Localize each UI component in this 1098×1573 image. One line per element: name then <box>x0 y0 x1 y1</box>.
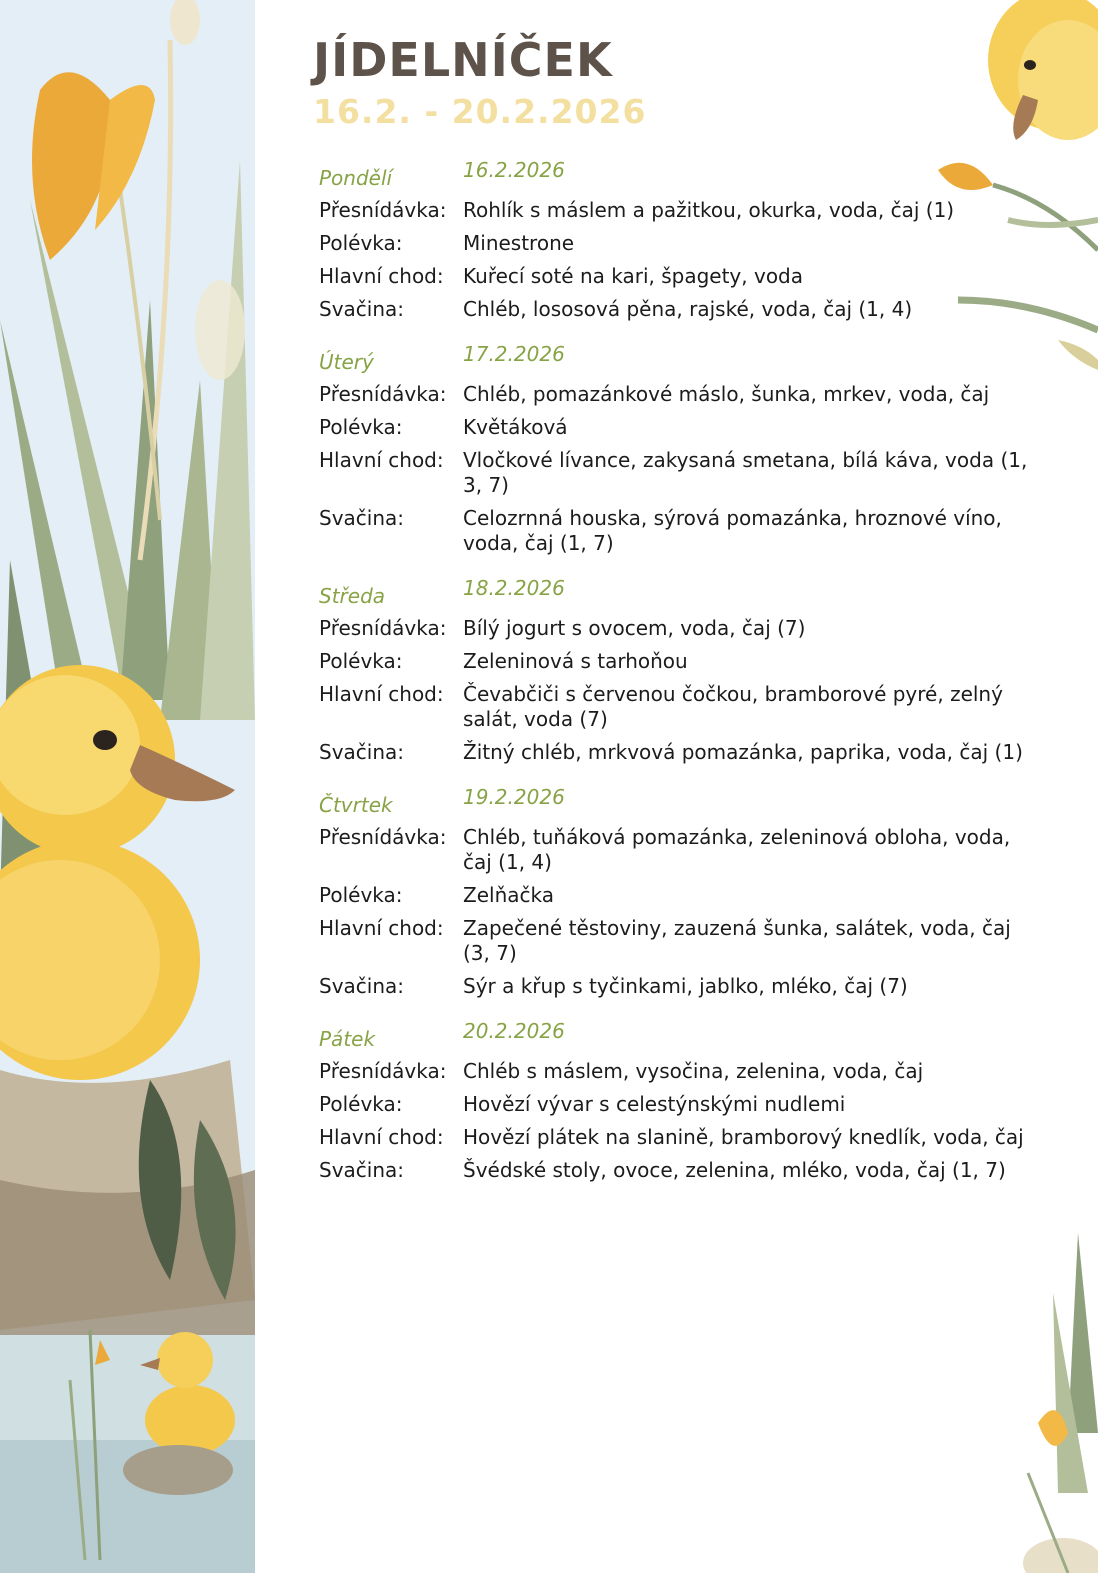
meal-label: Přesnídávka: <box>319 1059 447 1083</box>
meal-label: Svačina: <box>319 740 405 764</box>
meal-value: Žitný chléb, mrkvová pomazánka, paprika, voda, čaj (1) <box>463 740 1023 764</box>
meal-value: Chléb, tuňáková pomazánka, zeleninová obloha, voda, čaj (1, 4) <box>463 825 1011 874</box>
day-section-thursday <box>313 785 1053 999</box>
meal-row <box>319 297 1053 322</box>
meal-label: Polévka: <box>319 649 403 673</box>
meal-label: Přesnídávka: <box>319 198 447 222</box>
meal-value: Celozrnná houska, sýrová pomazánka, hroznové víno, voda, čaj (1, 7) <box>463 506 1002 555</box>
left-duck-illustration <box>0 0 255 1573</box>
meal-label: Přesnídávka: <box>319 382 447 406</box>
menu-content <box>313 30 1053 1203</box>
meal-label: Svačina: <box>319 506 405 530</box>
meal-row <box>319 1059 1053 1084</box>
day-name: Středa <box>319 584 386 608</box>
meal-value: Rohlík s máslem a pažitkou, okurka, voda, čaj (1) <box>463 198 955 222</box>
meal-value: Hovězí plátek na slanině, bramborový knedlík, voda, čaj <box>463 1125 1024 1149</box>
meal-value: Bílý jogurt s ovocem, voda, čaj (7) <box>463 616 806 640</box>
day-date: 18.2.2026 <box>463 576 565 600</box>
meal-value: Chléb, pomazánkové máslo, šunka, mrkev, voda, čaj <box>463 382 990 406</box>
day-date: 17.2.2026 <box>463 342 565 366</box>
meal-value: Chléb, lososová pěna, rajské, voda, čaj (1, 4) <box>463 297 913 321</box>
meal-value: Zeleninová s tarhoňou <box>463 649 688 673</box>
day-date: 20.2.2026 <box>463 1019 565 1043</box>
meal-row <box>319 198 1053 223</box>
meal-value: Minestrone <box>463 231 575 255</box>
meal-label: Svačina: <box>319 297 405 321</box>
meal-row <box>319 974 1053 999</box>
day-date: 19.2.2026 <box>463 785 565 809</box>
meal-row <box>319 448 1053 498</box>
page-title: JÍDELNÍČEK <box>313 33 613 87</box>
meal-label: Hlavní chod: <box>319 448 444 472</box>
date-range: 16.2. - 20.2.2026 <box>313 92 647 131</box>
day-name: Pátek <box>319 1027 376 1051</box>
meal-label: Svačina: <box>319 1158 405 1182</box>
meal-row <box>319 825 1053 875</box>
meal-row <box>319 1125 1053 1150</box>
meal-value: Vločkové lívance, zakysaná smetana, bílá káva, voda (1, 3, 7) <box>463 448 1028 497</box>
day-section-friday <box>313 1019 1053 1183</box>
meal-row <box>319 649 1053 674</box>
day-name: Pondělí <box>319 166 393 190</box>
meal-label: Polévka: <box>319 231 403 255</box>
meal-label: Polévka: <box>319 883 403 907</box>
meal-value: Švédské stoly, ovoce, zelenina, mléko, voda, čaj (1, 7) <box>463 1158 1006 1182</box>
day-date: 16.2.2026 <box>463 158 565 182</box>
meal-row <box>319 231 1053 256</box>
meal-value: Sýr a křup s tyčinkami, jablko, mléko, čaj (7) <box>463 974 908 998</box>
meal-row <box>319 740 1053 765</box>
meal-value: Květáková <box>463 415 568 439</box>
meal-value: Kuřecí soté na kari, špagety, voda <box>463 264 804 288</box>
meal-row <box>319 382 1053 407</box>
meal-value: Zelňačka <box>463 883 554 907</box>
day-section-wednesday <box>313 576 1053 765</box>
meal-row <box>319 506 1053 556</box>
bottom-right-plant-illustration <box>1008 1233 1098 1573</box>
meal-row <box>319 415 1053 440</box>
meal-label: Svačina: <box>319 974 405 998</box>
meal-value: Hovězí vývar s celestýnskými nudlemi <box>463 1092 846 1116</box>
meal-row <box>319 1158 1053 1183</box>
meal-row <box>319 264 1053 289</box>
meal-row <box>319 682 1053 732</box>
meal-value: Čevabčiči s červenou čočkou, bramborové pyré, zelný salát, voda (7) <box>463 682 1003 731</box>
day-name: Úterý <box>319 350 374 374</box>
meal-row <box>319 916 1053 966</box>
meal-value: Chléb s máslem, vysočina, zelenina, voda, čaj <box>463 1059 924 1083</box>
meal-label: Polévka: <box>319 1092 403 1116</box>
meal-label: Hlavní chod: <box>319 916 444 940</box>
meal-label: Hlavní chod: <box>319 682 444 706</box>
meal-label: Hlavní chod: <box>319 264 444 288</box>
day-name: Čtvrtek <box>319 793 393 817</box>
meal-value: Zapečené těstoviny, zauzená šunka, salátek, voda, čaj (3, 7) <box>463 916 1011 965</box>
meal-label: Hlavní chod: <box>319 1125 444 1149</box>
meal-label: Přesnídávka: <box>319 616 447 640</box>
meal-label: Polévka: <box>319 415 403 439</box>
day-section-monday <box>313 158 1053 322</box>
days-list <box>313 158 1053 1183</box>
day-section-tuesday <box>313 342 1053 556</box>
meal-row <box>319 1092 1053 1117</box>
meal-row <box>319 883 1053 908</box>
meal-row <box>319 616 1053 641</box>
meal-label: Přesnídávka: <box>319 825 447 849</box>
